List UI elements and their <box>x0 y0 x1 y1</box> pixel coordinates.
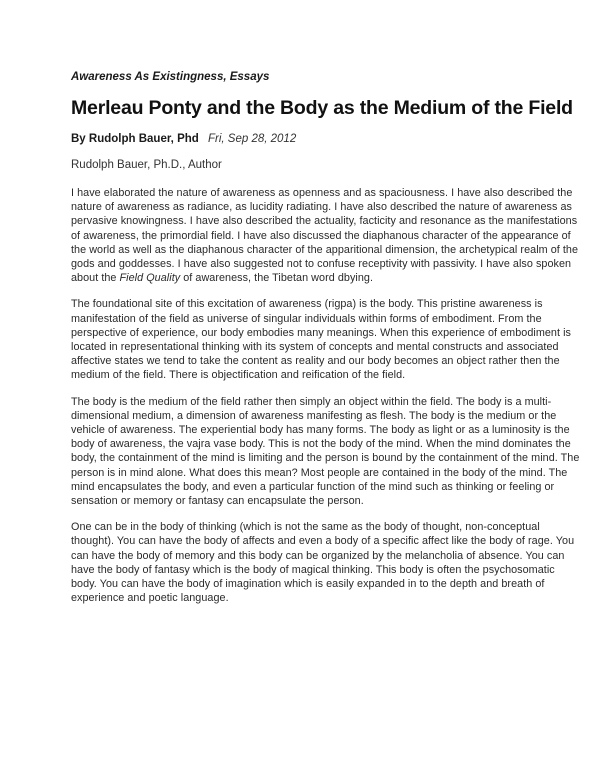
paragraph-1 <box>71 186 580 285</box>
paragraph-1-text-start: I have elaborated the nature of awareness as openness and as spaciousness. I have also described the nature of awareness as radiance, as lucidity radiating. I have also described the nature of awareness as pervasive knowingness. I have also described the actuality, facticity and resonance as the manifestations of awareness, the primordial field. I have also discussed the diaphanous character of the appearance of the world as well as the diaphanous character of the apparitional dimension, the archetypical realm of the gods and goddesses. I have also suggested not to confuse receptivity with passivity. I have also spoken about the <box>71 187 579 285</box>
author-name: By Rudolph Bauer, Phd <box>71 133 199 145</box>
paragraph-3: The body is the medium of the field rather then simply an object within the field. The body is a multi-dimensional medium, a dimension of awareness manifesting as flesh. The body is the medium or the vehicle of awareness. The experiential body has many forms. The body as light or as a luminosity is the body of awareness, the vajra vase body. This is not the body of the mind. When the mind dominates the body, the containment of the mind is limiting and the person is bound by the containment of the mind. The person is in mind alone. What does this mean? Most people are contained in the body of the mind. The mind encapsulates the body, and even a particular function of the mind such as thinking or feeling or sensation or memory or fantasy can encapsulate the person. <box>71 395 580 508</box>
publish-date: Fri, Sep 28, 2012 <box>208 133 297 145</box>
paragraph-4: One can be in the body of thinking (which is not the same as the body of thought, non-conceptual thought). You can have the body of affects and even a body of a specific affect like the body of rage. You can have the body of memory and this body can be organized by the melancholia of absence. You can have the body of fantasy which is the body of magical thinking. This body is often the psychosomatic body. You can have the body of imagination which is easily expanded in to the depth and breath of experience and poetic language. <box>71 521 575 605</box>
paragraph-1-text-end: of awareness, the Tibetan word dbying. <box>180 272 373 285</box>
paragraph-2: The foundational site of this excitation of awareness (rigpa) is the body. This pristine awareness is manifestation of the field as universe of singular individuals within forms of embodiment. From the perspective of experience, our body embodies many meanings. When this experience of embodiment is located in representational thinking with its system of concepts and mental constructs and associated affective states we tend to take the content as reality and our body becomes an object rather then the medium of the field. There is objectification and reification of the field. <box>71 298 571 382</box>
section-label: Awareness As Existingness, Essays <box>71 71 270 83</box>
paragraph-1-emphasis: Field Quality <box>119 272 181 285</box>
article-title: Merleau Ponty and the Body as the Medium of the Field <box>71 97 573 119</box>
author-attribution: Rudolph Bauer, Ph.D., Author <box>71 159 222 171</box>
byline <box>71 132 580 146</box>
